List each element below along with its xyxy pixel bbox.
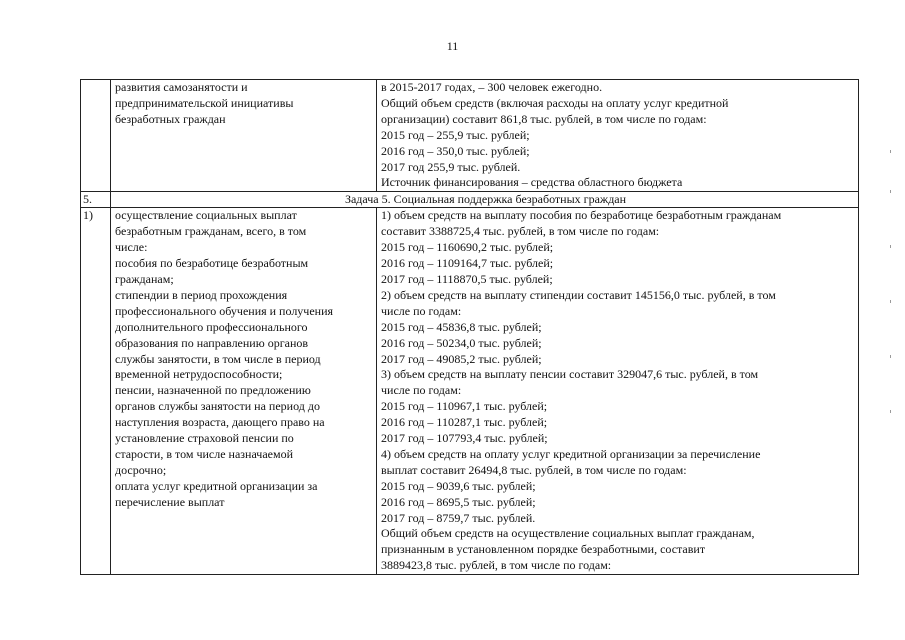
text-line: 2015 год – 9039,6 тыс. рублей; bbox=[381, 478, 536, 493]
funding-cell bbox=[377, 208, 859, 575]
text-line: 2017 год – 8759,7 тыс. рублей. bbox=[381, 510, 536, 525]
scan-dot bbox=[890, 150, 891, 153]
page-number: 11 bbox=[446, 39, 459, 53]
text-line: признанным в установленном порядке безработными, составит bbox=[381, 542, 706, 557]
text-line: оплата услуг кредитной организации за bbox=[115, 478, 318, 493]
text-line: образования по направлению органов bbox=[115, 335, 309, 350]
text-line: службы занятости, в том числе в период bbox=[115, 351, 321, 366]
text-line: числе по годам: bbox=[381, 303, 462, 318]
text-line: в 2015-2017 годах, – 300 человек ежегодно. bbox=[381, 80, 603, 94]
text-line: безработным гражданам, всего, в том bbox=[115, 224, 307, 239]
text-line: составит 3388725,4 тыс. рублей, в том числе по годам: bbox=[381, 224, 660, 239]
scan-dot bbox=[890, 190, 891, 193]
scan-dot bbox=[890, 300, 891, 303]
text-line: 2015 год – 45836,8 тыс. рублей; bbox=[381, 319, 542, 334]
text-line: 2) объем средств на выплату стипендии составит 145156,0 тыс. рублей, в том bbox=[381, 287, 776, 302]
text-line: стипендии в период прохождения bbox=[115, 287, 288, 302]
task-title: Задача 5. Социальная поддержка безработных граждан bbox=[111, 192, 859, 208]
text-line: органов службы занятости на период до bbox=[115, 399, 320, 414]
measure-description-cell bbox=[111, 208, 377, 575]
text-line: 2016 год – 50234,0 тыс. рублей; bbox=[381, 335, 542, 350]
text-line: развития самозанятости и bbox=[115, 80, 248, 94]
text-line: 2016 год – 110287,1 тыс. рублей; bbox=[381, 415, 548, 430]
text-line: 2017 год – 107793,4 тыс. рублей; bbox=[381, 431, 548, 446]
text-line: временной нетрудоспособности; bbox=[115, 367, 283, 382]
scan-noise-marks bbox=[888, 150, 894, 450]
text-line: пособия по безработице безработным bbox=[115, 256, 309, 271]
scan-dot bbox=[890, 410, 891, 413]
text-line: Общий объем средств на осуществление социальных выплат гражданам, bbox=[381, 526, 755, 541]
scan-dot bbox=[890, 245, 891, 248]
text-line: 2016 год – 350,0 тыс. рублей; bbox=[381, 143, 530, 158]
table-row-item-1 bbox=[81, 208, 859, 575]
text-line: 2015 год – 1160690,2 тыс. рублей; bbox=[381, 240, 554, 255]
text-line: 2017 год 255,9 тыс. рублей. bbox=[381, 159, 521, 174]
text-line: 2016 год – 1109164,7 тыс. рублей; bbox=[381, 256, 554, 271]
program-table bbox=[80, 79, 859, 575]
text-line: 1) объем средств на выплату пособия по безработице безработным гражданам bbox=[381, 208, 782, 223]
text-line: 4) объем средств на оплату услуг кредитной организации за перечисление bbox=[381, 446, 761, 461]
text-line: гражданам; bbox=[115, 271, 174, 286]
text-line: 2017 год – 1118870,5 тыс. рублей; bbox=[381, 271, 553, 286]
text-line: 2016 год – 8695,5 тыс. рублей; bbox=[381, 494, 536, 509]
text-line: 2015 год – 255,9 тыс. рублей; bbox=[381, 127, 530, 142]
text-line: старости, в том числе назначаемой bbox=[115, 446, 294, 461]
text-line: перечисление выплат bbox=[115, 494, 225, 509]
text-line: числе: bbox=[115, 240, 148, 255]
text-line: досрочно; bbox=[115, 462, 167, 477]
text-line: дополнительного профессионального bbox=[115, 319, 308, 334]
task-number-cell: 5. bbox=[81, 192, 111, 208]
text-line: 2017 год – 49085,2 тыс. рублей; bbox=[381, 351, 542, 366]
text-line: организации) составит 861,8 тыс. рублей, в том числе по годам: bbox=[381, 111, 707, 126]
row-number-cell bbox=[81, 80, 111, 192]
funding-cell bbox=[377, 80, 859, 192]
measure-description-cell bbox=[111, 80, 377, 192]
item-number-cell: 1) bbox=[81, 208, 111, 575]
scan-dot bbox=[890, 355, 891, 358]
text-line: 3) объем средств на выплату пенсии составит 329047,6 тыс. рублей, в том bbox=[381, 367, 759, 382]
text-line: предпринимательской инициативы bbox=[115, 95, 294, 110]
text-line: 3889423,8 тыс. рублей, в том числе по годам: bbox=[381, 558, 612, 573]
text-line: пенсии, назначенной по предложению bbox=[115, 383, 311, 398]
text-line: установление страховой пенсии по bbox=[115, 431, 294, 446]
text-line: числе по годам: bbox=[381, 383, 462, 398]
text-line: Источник финансирования – средства областного бюджета bbox=[381, 175, 683, 190]
text-line: наступления возраста, дающего право на bbox=[115, 415, 325, 430]
text-line: Общий объем средств (включая расходы на оплату услуг кредитной bbox=[381, 95, 729, 110]
text-line: 2015 год – 110967,1 тыс. рублей; bbox=[381, 399, 548, 414]
text-line: профессионального обучения и получения bbox=[115, 303, 334, 318]
text-line: выплат составит 26494,8 тыс. рублей, в том числе по годам: bbox=[381, 462, 687, 477]
table-row-continuation bbox=[81, 80, 859, 192]
text-line: осуществление социальных выплат bbox=[115, 208, 297, 223]
table-row-task-5 bbox=[81, 192, 859, 208]
text-line: безработных граждан bbox=[115, 111, 226, 126]
